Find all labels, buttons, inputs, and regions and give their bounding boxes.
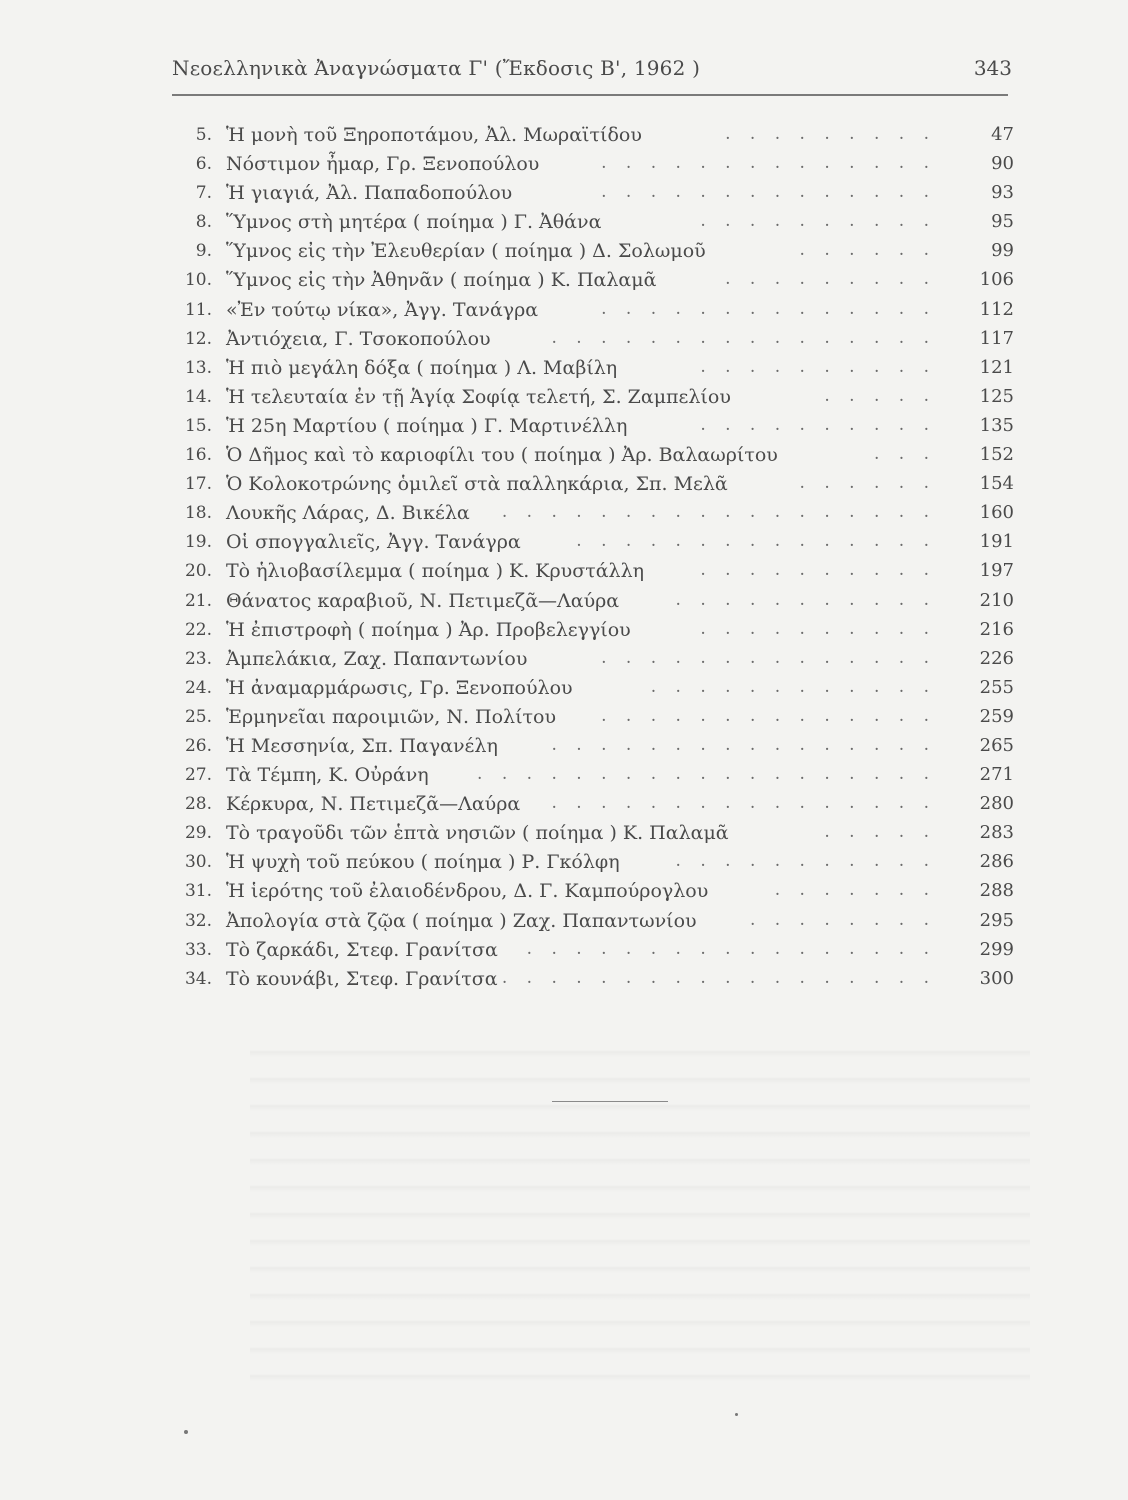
toc-entry	[170, 675, 1016, 704]
toc-entry-page: 271	[979, 764, 1014, 786]
toc-entry-title: Ἀπολογία στὰ ζῷα ( ποίημα ) Ζαχ. Παπαντωνίου	[226, 909, 697, 932]
page-number: 343	[973, 56, 1012, 80]
toc-entry-number: 13.	[184, 357, 212, 378]
toc-entry	[170, 878, 1016, 907]
toc-entry-number: 12.	[184, 328, 212, 349]
toc-entry-page: 288	[979, 880, 1014, 902]
toc-entry-title: Νόστιμον ἦμαρ, Γρ. Ξενοπούλου	[226, 153, 540, 176]
toc-entry-leader-dots: . . . . . . . . . . . . . . . . . .	[501, 502, 936, 523]
toc-entry	[170, 617, 1016, 646]
toc-entry-leader-dots: . . . . . . . . .	[725, 124, 936, 144]
toc-entry-title: Ἡ ἱερότης τοῦ ἐλαιοδένδρου, Δ. Γ. Καμπούρογλου	[226, 880, 709, 903]
toc-entry-leader-dots: . . . . . . . . . . . . . .	[601, 705, 936, 726]
running-header	[172, 56, 1012, 86]
toc-entry-page: 152	[979, 444, 1014, 466]
toc-entry	[170, 238, 1016, 267]
toc-entry-number: 19.	[184, 532, 212, 553]
toc-entry-page: 93	[991, 182, 1014, 204]
toc-entry-leader-dots: . . .	[873, 444, 936, 465]
paper-speck	[735, 1413, 738, 1416]
toc-entry-leader-dots: . . . . . . . . . .	[700, 414, 936, 435]
toc-entry-leader-dots: . . . . . . . . . . .	[675, 851, 936, 872]
toc-entry-number: 20.	[184, 561, 212, 582]
toc-entry-leader-dots: . . . . . . . . . . . . . . . . . . .	[477, 764, 936, 785]
toc-entry-leader-dots: . . . . . . . . . .	[700, 618, 936, 639]
toc-entry-title: Ὕμνος εἰς τὴν Ἀθηνᾶν ( ποίημα ) Κ. Παλαμᾶ	[226, 269, 657, 292]
toc-entry	[170, 180, 1016, 209]
toc-entry-number: 5.	[195, 125, 212, 145]
toc-entry-title: Ἑρμηνεῖαι παροιμιῶν, Ν. Πολίτου	[226, 705, 557, 728]
toc-entry-title: Ὁ Δῆμος καὶ τὸ καριοφίλι του ( ποίημα ) Ἀρ. Βαλαωρίτου	[226, 444, 778, 467]
toc-entry-title: Τὸ ζαρκάδι, Στεφ. Γρανίτσα	[226, 938, 498, 961]
toc-entry	[170, 355, 1016, 384]
toc-entry-number: 14.	[184, 386, 212, 407]
toc-entry-page: 121	[979, 356, 1014, 378]
toc-entry-title: Ἡ ψυχὴ τοῦ πεύκου ( ποίημα ) Ρ. Γκόλφη	[226, 851, 620, 874]
toc-entry	[170, 413, 1016, 442]
toc-entry-leader-dots: . . . . . . . . . .	[700, 356, 936, 377]
toc-entry	[170, 297, 1016, 326]
toc-entry-leader-dots: . . . . . . . . . . . . . . . .	[551, 793, 936, 814]
toc-entry-title: Τὰ Τέμπη, Κ. Οὐράνη	[226, 764, 429, 787]
toc-entry-title: Ἡ 25η Μαρτίου ( ποίημα ) Γ. Μαρτινέλλη	[226, 414, 628, 437]
toc-entry-title: Ἡ μονὴ τοῦ Ξηροποτάμου, Ἀλ. Μωραϊτίδου	[226, 124, 642, 146]
header-title: Νεοελληνικὰ Ἀναγνώσματα Γ' (Ἔκδοσις Β', 1962 )	[172, 56, 701, 80]
toc-entry	[170, 762, 1016, 791]
toc-entry-number: 8.	[195, 212, 212, 233]
toc-entry-page: 47	[991, 124, 1014, 145]
toc-entry-number: 17.	[184, 474, 212, 495]
toc-entry-title: Ἡ Μεσσηνία, Σπ. Παγανέλη	[226, 734, 498, 757]
toc-entry-number: 31.	[184, 881, 212, 902]
section-separator	[552, 1101, 668, 1102]
toc-entry-number: 18.	[184, 503, 212, 524]
toc-entry-number: 24.	[184, 677, 212, 698]
toc-entry	[170, 122, 1016, 151]
toc-entry-title: Ἀμπελάκια, Ζαχ. Παπαντωνίου	[226, 647, 528, 670]
toc-entry	[170, 151, 1016, 180]
toc-entry-number: 28.	[184, 794, 212, 815]
toc-entry	[170, 849, 1016, 878]
toc-entry-number: 15.	[184, 415, 212, 436]
toc-entry-leader-dots: . . . . . .	[799, 240, 936, 261]
toc-entry-page: 210	[979, 589, 1014, 611]
toc-entry-page: 280	[979, 793, 1014, 815]
toc-entry-page: 117	[979, 327, 1014, 349]
toc-entry-page: 99	[991, 240, 1014, 262]
toc-entry	[170, 267, 1016, 296]
toc-entry-page: 226	[979, 647, 1014, 669]
toc-entry-number: 33.	[184, 939, 212, 960]
toc-entry	[170, 937, 1016, 966]
toc-entry-page: 295	[979, 909, 1014, 931]
toc-entry-title: Τὸ κουνάβι, Στεφ. Γρανίτσα	[226, 967, 498, 990]
toc-entry-leader-dots: . . . . .	[824, 385, 936, 406]
toc-entry-title: Ὕμνος εἰς τὴν Ἐλευθερίαν ( ποίημα ) Δ. Σολωμοῦ	[226, 240, 706, 263]
toc-entry-leader-dots: . . . . . . . . . .	[700, 211, 936, 232]
toc-entry-title: Ἡ γιαγιά, Ἀλ. Παπαδοπούλου	[226, 182, 513, 205]
toc-entry	[170, 558, 1016, 587]
toc-entry	[170, 471, 1016, 500]
toc-entry-page: 90	[991, 153, 1014, 175]
toc-entry	[170, 500, 1016, 529]
toc-entry-leader-dots: . . . . . . . . . . .	[675, 589, 936, 610]
toc-entry-page: 135	[979, 414, 1014, 436]
toc-entry-title: Οἱ σπογγαλιεῖς, Ἀγγ. Τανάγρα	[226, 531, 521, 554]
toc-entry-leader-dots: . . . . . . . . . . . . . . . . . .	[501, 967, 936, 988]
toc-entry	[170, 209, 1016, 238]
toc-entry-number: 27.	[184, 765, 212, 786]
toc-entry	[170, 326, 1016, 355]
toc-entry-leader-dots: . . . . . . . . . . . . . . . .	[551, 327, 936, 348]
toc-entry-page: 191	[979, 531, 1014, 553]
toc-entry	[170, 529, 1016, 558]
toc-entry-page: 300	[979, 967, 1014, 989]
toc-entry-number: 10.	[184, 270, 212, 291]
toc-entry	[170, 791, 1016, 820]
toc-entry-leader-dots: . . . . . . . .	[749, 909, 936, 930]
toc-entry-title: Ὕμνος στὴ μητέρα ( ποίημα ) Γ. Ἀθάνα	[226, 211, 602, 234]
table-of-contents	[170, 122, 1016, 995]
toc-entry-number: 25.	[184, 706, 212, 727]
toc-entry-title: «Ἐν τούτῳ νίκα», Ἀγγ. Τανάγρα	[226, 298, 539, 321]
toc-entry-number: 7.	[195, 183, 212, 204]
toc-entry-title: Τὸ ἡλιοβασίλεμμα ( ποίημα ) Κ. Κρυστάλλη	[226, 560, 644, 583]
toc-entry-leader-dots: . . . . .	[824, 822, 936, 843]
toc-entry	[170, 966, 1016, 995]
toc-entry-number: 6.	[195, 154, 212, 175]
toc-entry-number: 30.	[184, 852, 212, 873]
toc-entry-title: Ἡ τελευταία ἐν τῇ Ἁγίᾳ Σοφίᾳ τελετή, Σ. Ζαμπελίου	[226, 385, 731, 408]
toc-entry	[170, 704, 1016, 733]
toc-entry-page: 286	[979, 851, 1014, 873]
toc-entry-number: 9.	[195, 241, 212, 262]
toc-entry-page: 95	[991, 211, 1014, 233]
toc-entry-page: 125	[979, 385, 1014, 407]
toc-entry	[170, 908, 1016, 937]
toc-entry-leader-dots: . . . . . . . . . . . . . . . .	[551, 734, 936, 755]
toc-entry-title: Θάνατος καραβιοῦ, Ν. Πετιμεζᾶ—Λαύρα	[226, 589, 620, 612]
toc-entry-leader-dots: . . . . . . . . . . . . . .	[601, 153, 936, 174]
toc-entry-page: 259	[979, 705, 1014, 727]
toc-entry-page: 265	[979, 734, 1014, 756]
toc-entry	[170, 442, 1016, 471]
toc-entry	[170, 384, 1016, 413]
toc-entry-page: 112	[979, 298, 1014, 320]
toc-entry-number: 11.	[184, 299, 212, 320]
toc-entry-leader-dots: . . . . . . . . . . . . . . .	[576, 531, 936, 552]
toc-entry-title: Ἡ ἀναμαρμάρωσις, Γρ. Ξενοπούλου	[226, 676, 573, 699]
toc-entry-number: 29.	[184, 823, 212, 844]
toc-entry-leader-dots: . . . . . . . . . . . . . .	[601, 647, 936, 668]
toc-entry-number: 16.	[184, 445, 212, 466]
toc-entry-number: 21.	[184, 590, 212, 611]
toc-entry-leader-dots: . . . . . . . . .	[725, 269, 936, 290]
toc-entry-number: 23.	[184, 648, 212, 669]
toc-entry	[170, 646, 1016, 675]
paper-speck	[184, 1430, 188, 1434]
toc-entry-title: Ὁ Κολοκοτρώνης ὁμιλεῖ στὰ παλληκάρια, Σπ. Μελᾶ	[226, 473, 728, 496]
toc-entry-title: Ἡ ἐπιστροφὴ ( ποίημα ) Ἀρ. Προβελεγγίου	[226, 618, 631, 641]
toc-entry-leader-dots: . . . . . . . . . . . . . .	[601, 182, 936, 203]
toc-entry-title: Ἀντιόχεια, Γ. Τσοκοπούλου	[226, 327, 491, 350]
toc-entry-page: 283	[979, 822, 1014, 844]
toc-entry-title: Ἡ πιὸ μεγάλη δόξα ( ποίημα ) Λ. Μαβίλη	[226, 356, 618, 379]
toc-entry-number: 26.	[184, 735, 212, 756]
toc-entry-title: Λουκῆς Λάρας, Δ. Βικέλα	[226, 502, 470, 525]
toc-entry-page: 154	[979, 473, 1014, 495]
toc-entry	[170, 588, 1016, 617]
toc-entry-page: 299	[979, 938, 1014, 960]
toc-entry	[170, 820, 1016, 849]
toc-entry-leader-dots: . . . . . .	[799, 473, 936, 494]
toc-entry-number: 34.	[184, 968, 212, 989]
toc-entry-number: 32.	[184, 910, 212, 931]
toc-entry-page: 106	[979, 269, 1014, 291]
toc-entry-leader-dots: . . . . . . . . . .	[700, 560, 936, 581]
toc-entry-leader-dots: . . . . . . . . . . . . . . . . .	[526, 938, 936, 959]
toc-entry-page: 255	[979, 676, 1014, 698]
toc-entry	[170, 733, 1016, 762]
toc-entry-leader-dots: . . . . . . .	[774, 880, 936, 901]
header-rule	[172, 94, 1008, 96]
toc-entry-title: Τὸ τραγοῦδι τῶν ἑπτὰ νησιῶν ( ποίημα ) Κ. Παλαμᾶ	[226, 822, 729, 845]
toc-entry-page: 197	[979, 560, 1014, 582]
toc-entry-leader-dots: . . . . . . . . . . . .	[650, 676, 936, 697]
bleed-through-text	[250, 1030, 1030, 1390]
toc-entry-number: 22.	[184, 619, 212, 640]
toc-entry-title: Κέρκυρα, Ν. Πετιμεζᾶ—Λαύρα	[226, 793, 521, 816]
toc-entry-page: 216	[979, 618, 1014, 640]
toc-entry-leader-dots: . . . . . . . . . . . . . .	[601, 298, 936, 319]
toc-entry-page: 160	[979, 502, 1014, 524]
